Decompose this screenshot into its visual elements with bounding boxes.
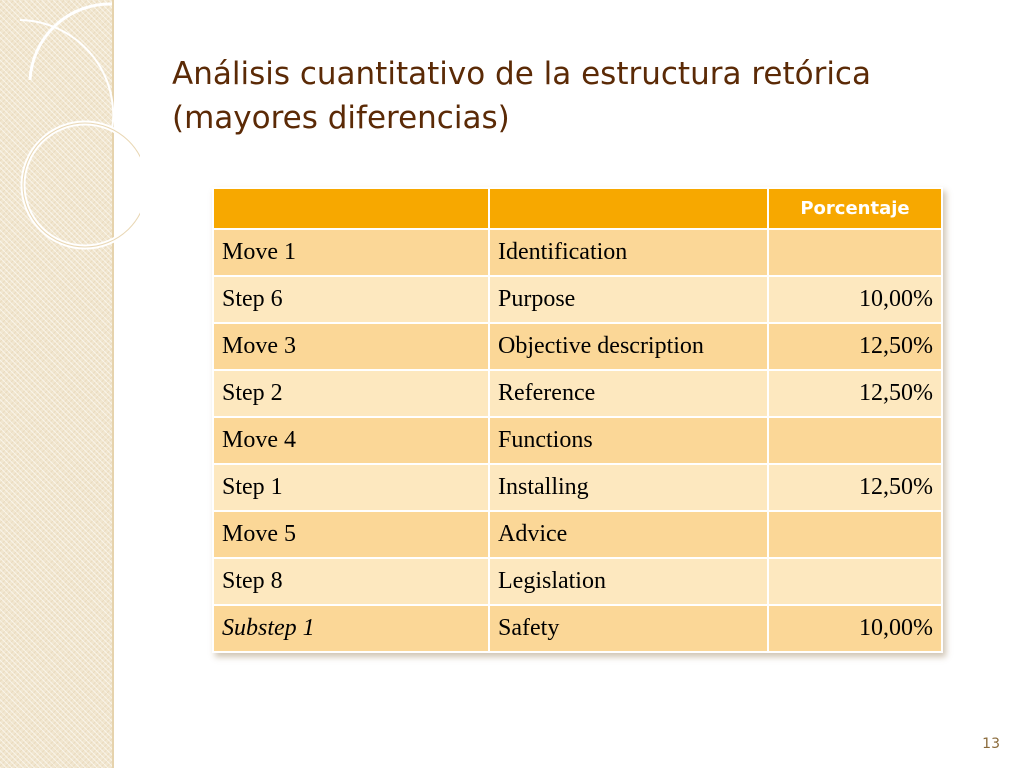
row-description-cell: Advice [489, 511, 768, 558]
row-label-cell: Step 8 [213, 558, 489, 605]
table-row [213, 229, 942, 276]
row-percentage-cell [768, 511, 942, 558]
row-percentage-cell: 12,50% [768, 464, 942, 511]
row-description-cell: Objective description [489, 323, 768, 370]
row-percentage-cell: 10,00% [768, 276, 942, 323]
table-row [213, 605, 942, 652]
header-cell-2 [489, 188, 768, 229]
table-header-row [213, 188, 942, 229]
row-percentage-cell [768, 558, 942, 605]
row-label-cell: Step 1 [213, 464, 489, 511]
slide-title: Análisis cuantitativo de la estructura retórica (mayores diferencias) [172, 56, 871, 136]
row-percentage-cell: 12,50% [768, 370, 942, 417]
row-description-cell: Identification [489, 229, 768, 276]
row-description-cell: Functions [489, 417, 768, 464]
row-percentage-cell [768, 229, 942, 276]
row-percentage-cell: 10,00% [768, 605, 942, 652]
row-percentage-cell [768, 417, 942, 464]
data-table [212, 187, 943, 653]
row-label-cell: Step 2 [213, 370, 489, 417]
row-label-cell: Step 6 [213, 276, 489, 323]
header-cell-percentage: Porcentaje [768, 188, 942, 229]
row-label-cell: Move 4 [213, 417, 489, 464]
table-row [213, 323, 942, 370]
data-table-container [212, 187, 943, 653]
row-label-cell: Move 1 [213, 229, 489, 276]
row-label-cell: Move 5 [213, 511, 489, 558]
row-percentage-cell: 12,50% [768, 323, 942, 370]
row-description-cell: Installing [489, 464, 768, 511]
row-description-cell: Safety [489, 605, 768, 652]
table-row [213, 511, 942, 558]
table-body [213, 229, 942, 652]
page-number: 13 [982, 736, 1000, 752]
header-cell-1 [213, 188, 489, 229]
table-row [213, 464, 942, 511]
table-row [213, 370, 942, 417]
table-row [213, 276, 942, 323]
row-description-cell: Purpose [489, 276, 768, 323]
row-description-cell: Legislation [489, 558, 768, 605]
row-label-cell: Substep 1 [213, 605, 489, 652]
decorative-circles [0, 0, 140, 300]
table-row [213, 558, 942, 605]
table-row [213, 417, 942, 464]
row-label-cell: Move 3 [213, 323, 489, 370]
row-description-cell: Reference [489, 370, 768, 417]
